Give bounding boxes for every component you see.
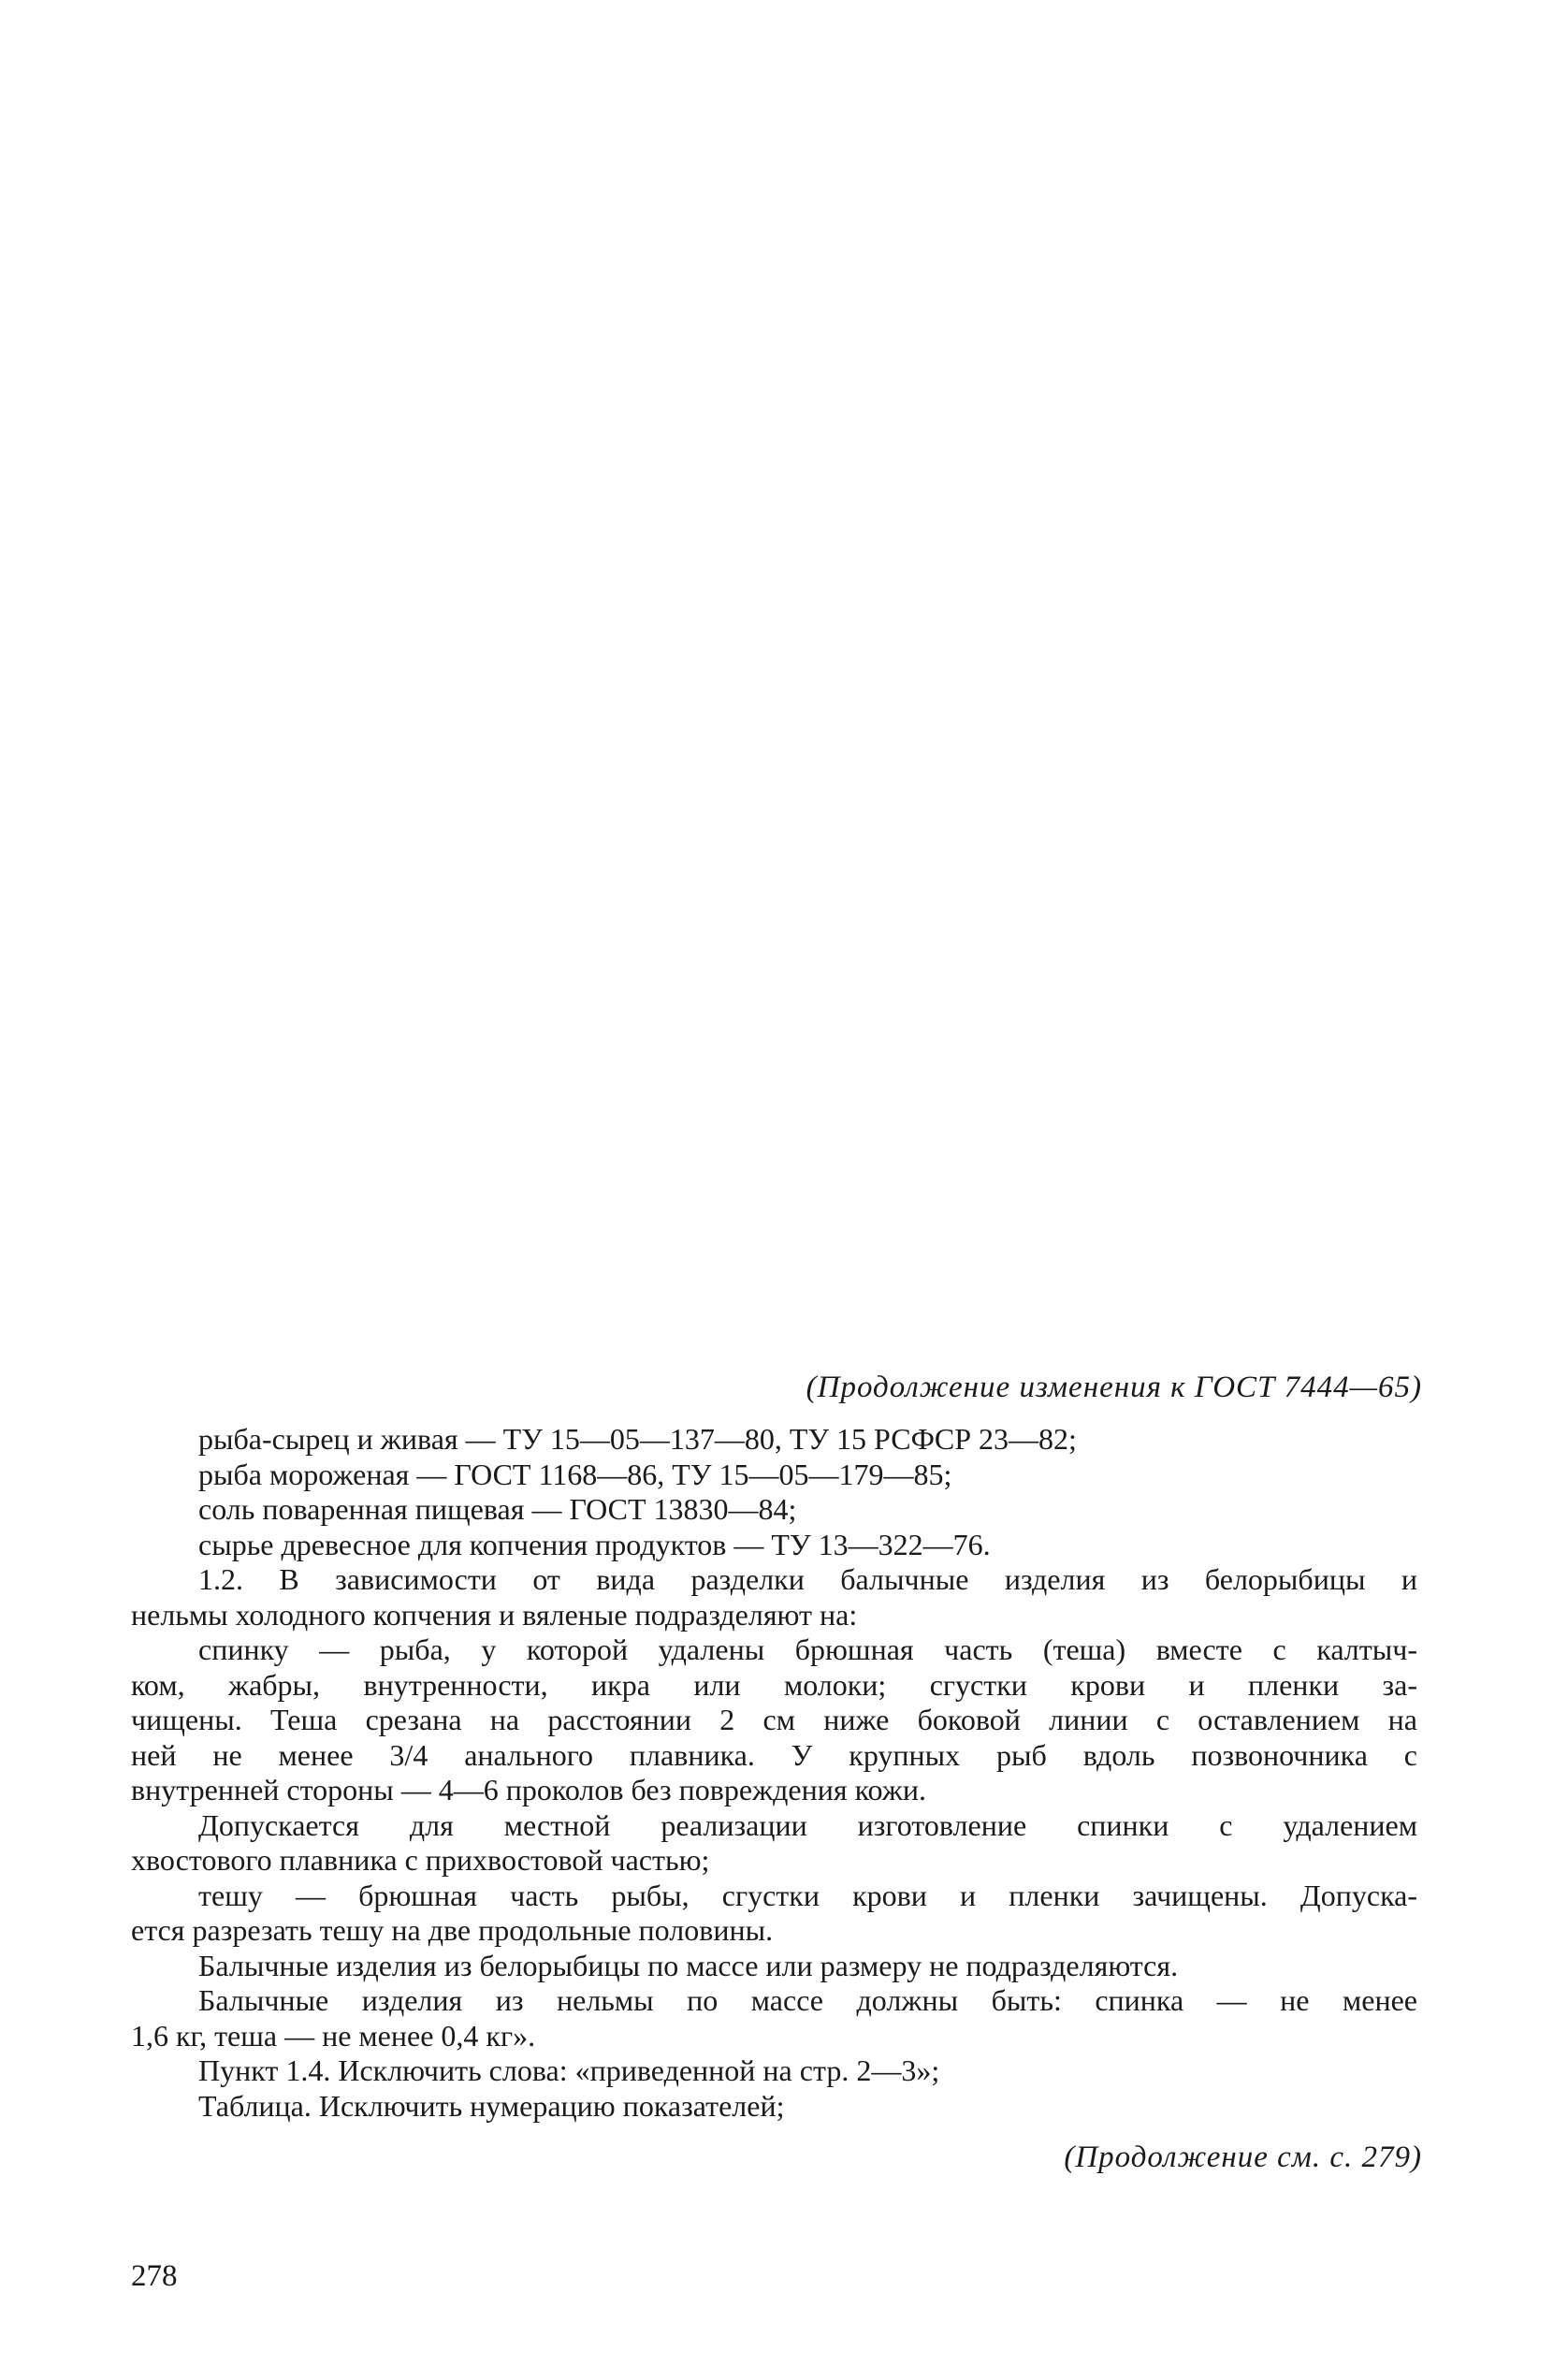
text-line-16: Балычные изделия из белорыбицы по массе или размеру не подразделяются. [198,1948,1179,1982]
continuation-header: (Продолжение изменения к ГОСТ 7444—65) [806,1371,1422,1404]
text-line-3: соль поваренная пищевая — ГОСТ 13830—84; [198,1492,797,1526]
body-text [131,1422,1417,2124]
text-line-13: хвостового плавника с прихвостовой частью; [131,1843,710,1877]
text-line-6: нельмы холодного копчения и вяленые подразделяют на: [131,1597,858,1632]
text-line-8: ком, жабры, внутренности, икра или молоки; сгустки крови и пленки за- [131,1667,1417,1702]
text-line-7: спинку — рыба, у которой удалены брюшная часть (теша) вместе с калтыч- [198,1632,1417,1666]
continuation-footer: (Продолжение см. с. 279) [1064,2140,1422,2174]
text-line-10: ней не менее 3/4 анального плавника. У крупных рыб вдоль позвоночника с [131,1737,1417,1772]
page-number: 278 [131,2259,178,2293]
text-line-14: тешу — брюшная часть рыбы, сгустки крови и пленки зачищены. Допуска- [198,1878,1417,1912]
text-line-5: 1.2. В зависимости от вида разделки балычные изделия из белорыбицы и [198,1562,1417,1596]
text-line-11: внутренней стороны — 4—6 проколов без повреждения кожи. [131,1773,926,1806]
text-line-2: рыба мороженая — ГОСТ 1168—86, ТУ 15—05—179—85; [198,1457,952,1491]
text-line-9: чищены. Теша срезана на расстоянии 2 см ниже боковой линии с оставлением на [131,1703,1417,1736]
text-line-12: Допускается для местной реализации изготовление спинки с удалением [198,1807,1417,1842]
text-line-1: рыба-сырец и живая — ТУ 15—05—137—80, ТУ 15 РСФСР 23—82; [198,1422,1077,1456]
text-line-17: Балычные изделия из нельмы по массе должны быть: спинка — не менее [198,1983,1417,2017]
text-line-19: Пункт 1.4. Исключить слова: «приведенной на стр. 2—3»; [198,2053,940,2087]
text-line-20: Таблица. Исключить нумерацию показателей; [198,2088,785,2123]
text-line-15: ется разрезать тешу на две продольные половины. [131,1913,774,1947]
text-line-4: сырье древесное для копчения продуктов — ТУ 13—322—76. [198,1527,991,1561]
text-line-18: 1,6 кг, теша — не менее 0,4 кг». [131,2018,536,2053]
